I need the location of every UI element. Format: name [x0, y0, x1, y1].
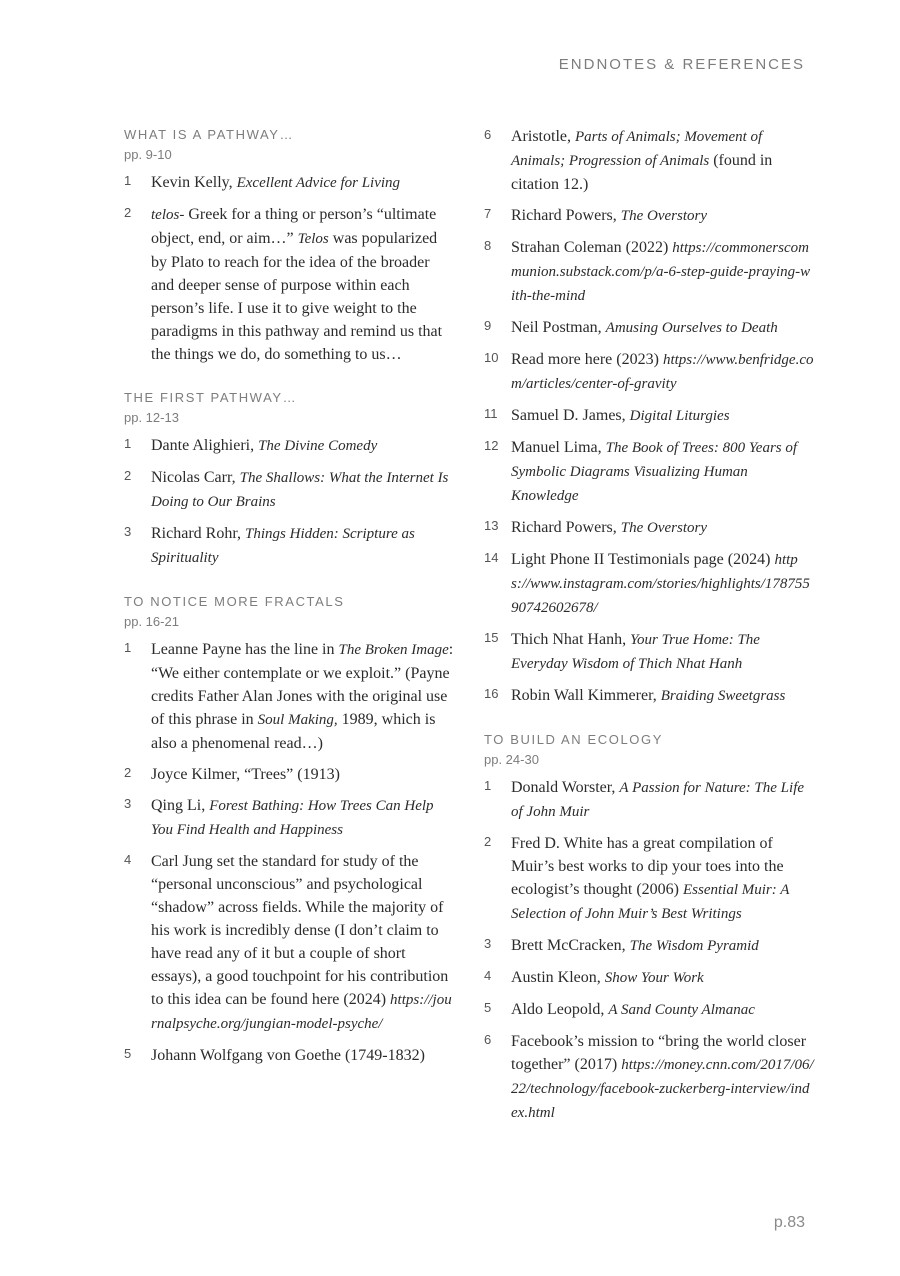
right-column: [484, 125, 814, 1147]
note-text: Fred D. White has a great compilation of Muir’s best works to dip your toes into the ecologist’s thought (2006): [511, 835, 784, 898]
note-text: Richard Powers,: [511, 519, 621, 536]
endnote-text: [511, 548, 814, 620]
endnote-text: [151, 203, 454, 366]
endnote-text: [151, 763, 454, 786]
note-text: Brett McCracken,: [511, 937, 630, 954]
note-text: Facebook’s mission to “bring the world closer together” (2017): [511, 1033, 807, 1073]
section-title: TO BUILD AN ECOLOGY: [484, 732, 663, 747]
reference-url[interactable]: https://journalpsyche.org/jungian-model-psyche/: [151, 992, 452, 1032]
endnote-text: [511, 832, 814, 926]
note-text: Carl Jung set the standard for study of the “personal unconscious” and psychological “shadow” across fields. While the majority of his work is incredibly dense (I don’t claim to have read any of it but a couple of short essays), a good touchpoint for his contribution to this idea can be found here (2024): [151, 853, 449, 1008]
endnote-item: [484, 832, 814, 926]
note-text: 1989, which is also a phenomenal read…): [151, 711, 436, 752]
note-text: Qing Li,: [151, 797, 210, 814]
endnote-number: 13: [484, 518, 499, 533]
cited-title: Soul Making,: [257, 712, 338, 728]
cited-title: Show Your Work: [604, 970, 704, 986]
endnote-number: 3: [124, 524, 132, 539]
note-text: was popularized by Plato to reach for the idea of the broader and deeper sense of purpose within each person’s life. I use it to give weight to the paradigms in this pathway and remind us that the things we do, do something to us…: [151, 230, 443, 363]
endnote-section: [124, 592, 454, 1067]
endnote-number: 6: [484, 1032, 492, 1047]
endnote-item: [124, 466, 454, 514]
endnote-number: 2: [124, 765, 132, 780]
endnote-text: [511, 204, 814, 228]
note-text: Joyce Kilmer, “Trees” (1913): [151, 766, 340, 783]
endnote-text: [511, 436, 814, 508]
endnote-item: [484, 1030, 814, 1125]
endnote-item: [484, 516, 814, 540]
cited-title: The Broken Image: [338, 642, 449, 658]
endnote-text: [511, 966, 814, 990]
note-text: Leanne Payne has the line in: [151, 641, 339, 658]
endnote-number: 1: [124, 173, 132, 188]
note-text: Nicolas Carr,: [151, 469, 240, 486]
endnote-number: 12: [484, 438, 499, 453]
endnote-item: [124, 171, 454, 195]
endnote-text: [511, 934, 814, 958]
cited-title: The Book of Trees: 800 Years of Symbolic Diagrams Visualizing Human Knowledge: [511, 440, 798, 504]
section-pages: pp. 12-13: [124, 410, 179, 425]
endnote-text: [511, 348, 814, 396]
endnote-number: 4: [484, 968, 492, 983]
section-pages: pp. 16-21: [124, 614, 179, 629]
note-text: Light Phone II Testimonials page (2024): [511, 551, 775, 568]
note-text: Neil Postman,: [511, 319, 606, 336]
endnote-item: [484, 684, 814, 708]
section-title: WHAT IS A PATHWAY…: [124, 127, 295, 142]
endnote-item: [484, 436, 814, 508]
endnote-text: [151, 466, 454, 514]
note-text: Aristotle,: [511, 128, 575, 145]
endnote-number: 1: [484, 778, 492, 793]
cited-title: Digital Liturgies: [629, 408, 730, 424]
endnote-text: [151, 794, 454, 842]
endnote-item: [484, 204, 814, 228]
cited-title: A Sand County Almanac: [608, 1002, 755, 1018]
endnote-text: [511, 316, 814, 340]
endnote-text: [511, 998, 814, 1022]
endnote-number: 7: [484, 206, 492, 221]
endnote-section: [124, 125, 454, 366]
note-text: Samuel D. James,: [511, 407, 630, 424]
section-title: TO NOTICE MORE FRACTALS: [124, 594, 345, 609]
endnote-item: [484, 125, 814, 196]
note-text: Aldo Leopold,: [511, 1001, 609, 1018]
endnote-item: [484, 404, 814, 428]
cited-title: Your True Home: The Everyday Wisdom of Thich Nhat Hanh: [511, 632, 760, 672]
cited-title: Excellent Advice for Living: [236, 175, 401, 191]
left-column: [124, 125, 454, 1089]
endnote-number: 15: [484, 630, 499, 645]
cited-title: Amusing Ourselves to Death: [605, 320, 778, 336]
endnote-section: [484, 730, 814, 1125]
cited-title: The Wisdom Pyramid: [629, 938, 759, 954]
cited-title: Parts of Animals; Movement of Animals; Progression of Animals: [511, 129, 763, 169]
endnote-number: 3: [484, 936, 492, 951]
reference-url[interactable]: https://www.benfridge.com/articles/center-of-gravity: [511, 352, 814, 392]
section-pages: pp. 24-30: [484, 752, 539, 767]
note-text: Richard Rohr,: [151, 525, 246, 542]
endnote-item: [484, 316, 814, 340]
note-text: Greek for a thing or person’s “ultimate object, end, or aim…”: [151, 206, 437, 247]
reference-url[interactable]: https://money.cnn.com/2017/06/22/technology/facebook-zuckerberg-interview/index.html: [511, 1057, 814, 1121]
endnote-item: [124, 850, 454, 1036]
endnote-item: [484, 776, 814, 824]
endnote-number: 5: [124, 1046, 132, 1061]
endnote-number: 5: [484, 1000, 492, 1015]
endnote-number: 14: [484, 550, 499, 565]
endnote-text: [511, 776, 814, 824]
note-text: (found in citation 12.): [511, 152, 773, 193]
section-title: THE FIRST PATHWAY…: [124, 390, 298, 405]
endnote-number: 2: [124, 205, 132, 220]
cited-title: Braiding Sweetgrass: [660, 688, 786, 704]
cited-title: The Shallows: What the Internet Is Doing to Our Brains: [151, 470, 449, 510]
endnote-number: 1: [124, 640, 132, 655]
endnote-text: [151, 434, 454, 458]
endnote-text: [511, 125, 814, 196]
endnote-item: [484, 628, 814, 676]
endnote-section: [484, 125, 814, 708]
endnote-item: [124, 638, 454, 755]
endnote-text: [151, 522, 454, 570]
endnote-text: [151, 171, 454, 195]
note-text: Kevin Kelly,: [151, 174, 237, 191]
note-text: Johann Wolfgang von Goethe (1749-1832): [151, 1047, 425, 1064]
endnote-text: [511, 236, 814, 308]
note-text: Richard Powers,: [511, 207, 621, 224]
note-text: Read more here (2023): [511, 351, 663, 368]
reference-url[interactable]: https://commonerscommunion.substack.com/p/a-6-step-guide-praying-with-the-mind: [511, 240, 811, 304]
note-text: Austin Kleon,: [511, 969, 605, 986]
endnote-number: 11: [484, 406, 498, 421]
endnote-number: 3: [124, 796, 132, 811]
note-text: Robin Wall Kimmerer,: [511, 687, 661, 704]
endnote-number: 9: [484, 318, 492, 333]
endnote-item: [484, 548, 814, 620]
endnote-text: [151, 638, 454, 755]
endnote-number: 16: [484, 686, 499, 701]
note-text: Strahan Coleman (2022): [511, 239, 673, 256]
reference-url[interactable]: https://www.instagram.com/stories/highlights/17875590742602678/: [511, 552, 810, 616]
endnote-item: [484, 348, 814, 396]
endnote-item: [484, 934, 814, 958]
endnote-item: [484, 236, 814, 308]
section-pages: pp. 9-10: [124, 147, 172, 162]
cited-title: The Overstory: [620, 208, 708, 224]
cited-title: Things Hidden: Scripture as Spirituality: [151, 526, 415, 566]
endnote-item: [124, 794, 454, 842]
endnote-item: [124, 203, 454, 366]
cited-title: A Passion for Nature: The Life of John Muir: [511, 780, 805, 820]
endnote-item: [124, 522, 454, 570]
cited-title: Essential Muir: A Selection of John Muir’s Best Writings: [511, 882, 790, 922]
endnote-text: [511, 684, 814, 708]
endnote-number: 2: [124, 468, 132, 483]
cited-title: The Divine Comedy: [258, 438, 378, 454]
endnote-text: [151, 850, 454, 1036]
note-text: Manuel Lima,: [511, 439, 606, 456]
endnote-text: [511, 628, 814, 676]
page-number: p.83: [773, 1214, 805, 1231]
endnote-text: [511, 1030, 814, 1125]
endnote-item: [124, 434, 454, 458]
endnote-item: [484, 998, 814, 1022]
endnote-item: [484, 966, 814, 990]
endnote-number: 10: [484, 350, 499, 365]
endnote-number: 2: [484, 834, 492, 849]
cited-title: Forest Bathing: How Trees Can Help You Find Health and Happiness: [151, 798, 434, 838]
note-text: Donald Worster,: [511, 779, 620, 796]
endnote-number: 6: [484, 127, 492, 142]
endnote-text: [151, 1044, 454, 1067]
endnote-section: [124, 388, 454, 570]
endnote-text: [511, 404, 814, 428]
page-header: ENDNOTES & REFERENCES: [558, 56, 805, 73]
endnote-item: [124, 1044, 454, 1067]
note-text: Thich Nhat Hanh,: [511, 631, 631, 648]
note-text: Dante Alighieri,: [151, 437, 259, 454]
cited-title: The Overstory: [620, 520, 708, 536]
endnote-item: [124, 763, 454, 786]
endnote-number: 1: [124, 436, 132, 451]
endnote-text: [511, 516, 814, 540]
cited-title: telos-: [151, 207, 185, 223]
cited-title: Telos: [297, 231, 329, 247]
endnote-number: 8: [484, 238, 492, 253]
endnote-number: 4: [124, 852, 132, 867]
note-text: : “We either contemplate or we exploit.” (Payne credits Father Alan Jones with the original use of this phrase in: [151, 641, 454, 728]
